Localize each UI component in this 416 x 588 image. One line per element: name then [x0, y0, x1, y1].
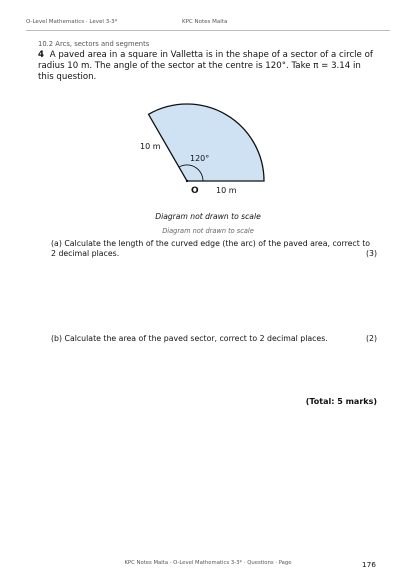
header-left: O-Level Mathematics · Level 3-3* [26, 19, 118, 25]
page-number: 176 [361, 560, 376, 569]
total-marks: (Total: 5 marks) [305, 397, 377, 406]
part-a-text: (a) Calculate the length of the curved edge (the arc) of the paved area, correct to 2 decimal places. [51, 239, 371, 258]
question-text: A paved area in a square in Valletta is in the shape of a sector of a circle of radius 10 m. The angle of the sector at the centre is 120°. Take π = 3.14 in this question. [38, 50, 373, 82]
radius-label: 10 m [140, 142, 161, 151]
footer-text: KPC Notes Malta · O-Level Mathematics 3-3* · Questions · Page [124, 560, 292, 566]
part-a-marks: (3) [365, 249, 377, 258]
section-title: 10.2 Arcs, sectors and segments [38, 40, 150, 48]
header-right: KPC Notes Malta [182, 19, 228, 25]
sector-shape [149, 104, 265, 181]
part-b-text: (b) Calculate the area of the paved sector, correct to 2 decimal places. [51, 334, 328, 343]
centre-label: O [191, 186, 199, 196]
part-b-marks: (2) [365, 334, 377, 343]
diagram-caption: Diagram not drawn to scale [155, 212, 261, 221]
base-label: 10 m [216, 186, 237, 195]
diagram-caption-repeat: Diagram not drawn to scale [162, 227, 254, 235]
question-number: 4 [38, 50, 44, 60]
angle-label: 120° [190, 154, 210, 163]
centre-point [186, 180, 188, 182]
